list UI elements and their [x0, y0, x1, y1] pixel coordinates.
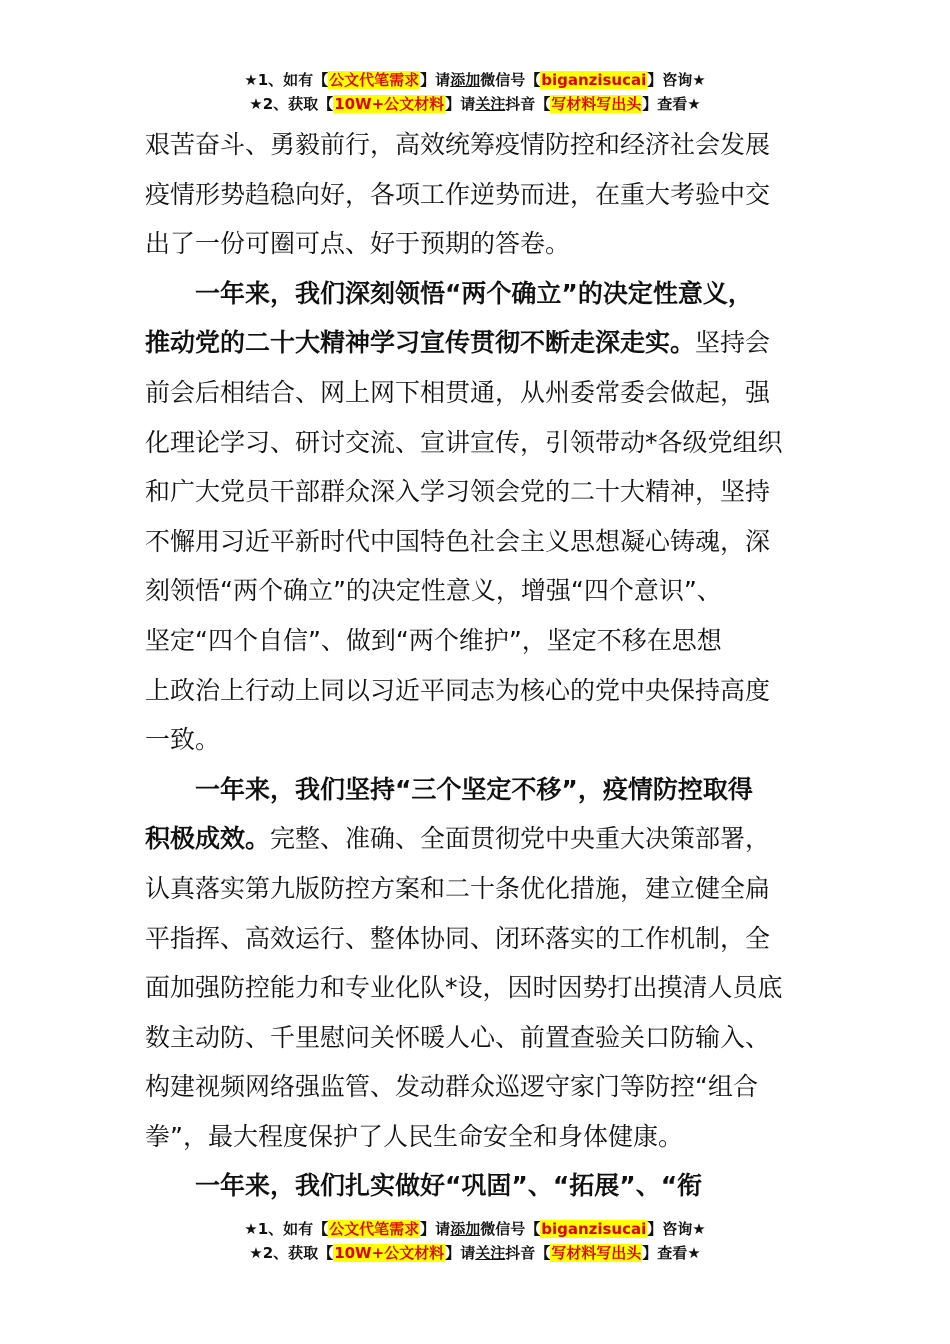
promo-line-2: ★2、获取【10W+公文材料】请关注抖音【写材料写出头】查看★ [249, 1244, 701, 1262]
text-line: 前会后相结合、网上网下相贯通，从州委常委会做起，强 [145, 377, 771, 407]
text-line: 坚定“四个自信”、做到“两个维护”，坚定不移在思想 [145, 625, 722, 655]
bottom-promo-banner [0, 1217, 950, 1265]
text-line: 数主动防、千里慰问关怀暖人心、前置查验关口防输入、 [145, 1022, 771, 1052]
promo-line-2: ★2、获取【10W+公文材料】请关注抖音【写材料写出头】查看★ [249, 95, 701, 113]
text-line: 一致。 [145, 725, 221, 755]
text-line: 出了一份可圈可点、好于预期的答卷。 [145, 229, 571, 259]
paragraph-heading-line: 一年来，我们坚持“三个坚定不移”，疫情防控取得 [195, 774, 753, 804]
text-line: 化理论学习、研讨交流、宣讲宣传，引领带动*各级党组织 [145, 427, 783, 457]
highlight-wechat-id: biganzisucai [541, 1220, 647, 1238]
highlight-douyin-id: 写材料写出头 [551, 1244, 642, 1262]
text-line: 推动党的二十大精神学习宣传贯彻不断走深走实。坚持会 [145, 328, 771, 358]
document-body [145, 120, 807, 1211]
highlight-materials: 10W+公文材料 [334, 95, 445, 113]
text-line: 拳”，最大程度保护了人民生命安全和身体健康。 [145, 1121, 683, 1151]
text-line: 面加强防控能力和专业化队*设，因时因势打出摸清人员底 [145, 973, 783, 1003]
text-line: 不懈用习近平新时代中国特色社会主义思想凝心铸魂，深 [145, 526, 771, 556]
paragraph-heading-line: 一年来，我们扎实做好“巩固”、“拓展”、“衔 [195, 1171, 703, 1201]
text-line: 构建视频网络强监管、发动群众巡逻守家门等防控“组合 [145, 1072, 758, 1102]
text-line: 平指挥、高效运行、整体协同、闭环落实的工作机制，全 [145, 923, 771, 953]
text-line: 认真落实第九版防控方案和二十条优化措施，建立健全扁 [145, 873, 771, 903]
text-line: 艰苦奋斗、勇毅前行，高效统筹疫情防控和经济社会发展 [145, 130, 771, 159]
text-line: 上政治上行动上同以习近平同志为核心的党中央保持高度 [145, 675, 771, 705]
top-promo-banner [0, 68, 950, 116]
text-line: 刻领悟“两个确立”的决定性意义，增强“四个意识”、 [145, 576, 722, 606]
highlight-wechat-id: biganzisucai [541, 71, 647, 89]
text-line: 积极成效。完整、准确、全面贯彻党中央重大决策部署， [145, 824, 771, 854]
promo-line-1: ★1、如有【公文代笔需求】请添加微信号【biganzisucai】咨询★ [244, 1220, 706, 1238]
highlight-materials: 10W+公文材料 [334, 1244, 445, 1262]
promo-line-1: ★1、如有【公文代笔需求】请添加微信号【biganzisucai】咨询★ [244, 71, 706, 89]
paragraph-heading-line: 一年来，我们深刻领悟“两个确立”的决定性意义， [195, 278, 753, 308]
highlight-service: 公文代笔需求 [329, 1220, 420, 1238]
highlight-service: 公文代笔需求 [329, 71, 420, 89]
text-line: 疫情形势趋稳向好，各项工作逆势而进，在重大考验中交 [145, 179, 771, 209]
highlight-douyin-id: 写材料写出头 [551, 95, 642, 113]
text-line: 和广大党员干部群众深入学习领会党的二十大精神，坚持 [145, 477, 771, 507]
